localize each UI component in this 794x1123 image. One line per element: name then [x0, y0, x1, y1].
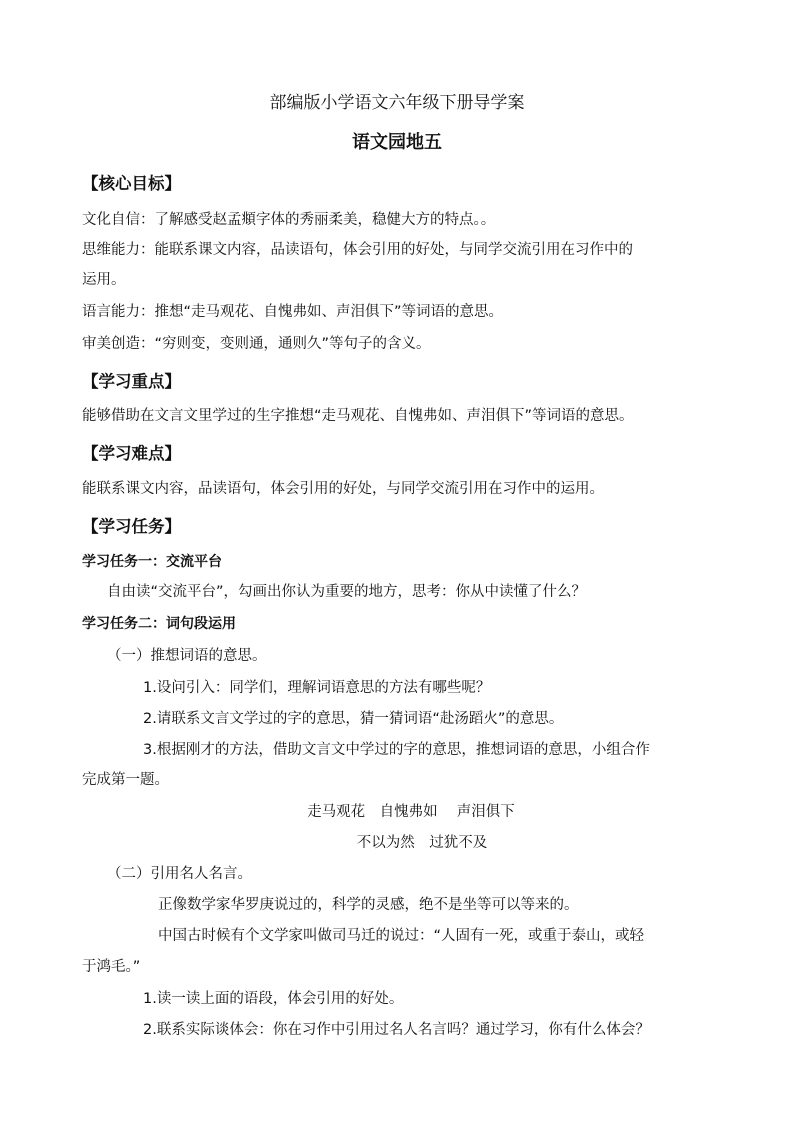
- goal-culture: 文化自信：了解感受赵孟頫字体的秀丽柔美，稳健大方的特点。。: [82, 212, 496, 228]
- quote-sima-qian: 中国古时候有个文学家叫做司马迁的说过：“人固有一死，或重于泰山，或轻: [158, 928, 645, 944]
- task2-part1-item3: 3.根据刚才的方法，借助文言文中学过的字的意思，推想词语的意思，小组合作: [143, 742, 650, 758]
- task2-part2-item2: 2.联系实际谈体会：你在习作中引用过名人名言吗？通过学习，你有什么体会？: [143, 1022, 650, 1038]
- task1-text: 自由读“交流平台”，勾画出你认为重要的地方，思考：你从中读懂了什么？: [107, 584, 587, 600]
- task2-part1-heading: （一）推想词语的意思。: [107, 648, 267, 664]
- words-row-1: 走马观花 自愧弗如 声泪俱下: [307, 804, 515, 820]
- goal-thinking-cont: 运用。: [82, 272, 126, 288]
- task2-part1-item3-cont: 完成第一题。: [82, 772, 169, 788]
- page-subtitle: 语文园地五: [352, 132, 442, 153]
- section-heading-tasks: 【学习任务】: [82, 517, 181, 536]
- goal-language: 语言能力：推想“走马观花、自愧弗如、声泪俱下”等词语的意思。: [82, 304, 504, 320]
- focus-text: 能够借助在文言文里学过的生字推想“走马观花、自愧弗如、声泪俱下”等词语的意思。: [82, 408, 634, 424]
- difficulty-text: 能联系课文内容，品读语句，体会引用的好处，与同学交流引用在习作中的运用。: [82, 481, 604, 497]
- goal-aesthetic: 审美创造：“穷则变，变则通，通则久”等句子的含义。: [82, 336, 431, 352]
- task2-part2-heading: （二）引用名人名言。: [107, 866, 252, 882]
- quote-hua-luogeng: 正像数学家华罗庚说过的，科学的灵感，绝不是坐等可以等来的。: [158, 897, 579, 913]
- task1-title: 学习任务一：交流平台: [82, 554, 222, 570]
- task2-part1-item1: 1.设问引入：同学们，理解词语意思的方法有哪些呢？: [143, 680, 491, 696]
- quote-sima-qian-cont: 于鸿毛。”: [82, 959, 141, 975]
- goal-thinking: 思维能力：能联系课文内容，品读语句，体会引用的好处，与同学交流引用在习作中的: [82, 242, 633, 258]
- section-heading-goals: 【核心目标】: [82, 174, 181, 193]
- section-heading-focus: 【学习重点】: [82, 372, 181, 391]
- section-heading-difficulty: 【学习难点】: [82, 444, 181, 463]
- task2-title: 学习任务二：词句段运用: [82, 616, 236, 632]
- task2-part2-item1: 1.读一读上面的语段，体会引用的好处。: [143, 991, 404, 1007]
- page-title: 部编版小学语文六年级下册导学案: [269, 93, 525, 113]
- task2-part1-item2: 2.请联系文言文学过的字的意思，猜一猜词语“赴汤蹈火”的意思。: [143, 711, 564, 727]
- words-row-2: 不以为然 过犹不及: [356, 835, 488, 851]
